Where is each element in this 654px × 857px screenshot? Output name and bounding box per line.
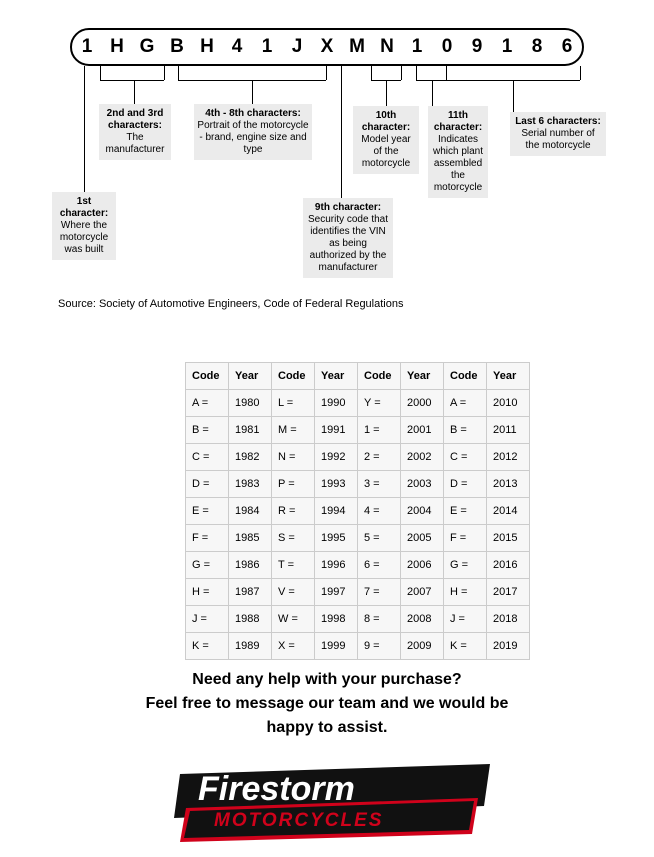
code-cell: F = [444, 525, 487, 552]
vin-character: N [380, 36, 394, 57]
year-cell: 1994 [315, 498, 358, 525]
connector-line [100, 66, 101, 80]
year-cell: 1998 [315, 606, 358, 633]
year-cell: 2018 [487, 606, 530, 633]
year-cell: 1995 [315, 525, 358, 552]
code-cell: V = [272, 579, 315, 606]
code-cell: E = [186, 498, 229, 525]
callout-fourth-eighth-characters [194, 104, 312, 160]
code-cell: 3 = [358, 471, 401, 498]
year-cell: 2014 [487, 498, 530, 525]
year-cell: 2016 [487, 552, 530, 579]
help-line-1: Need any help with your purchase? [192, 671, 462, 688]
code-cell: C = [186, 444, 229, 471]
year-cell: 1996 [315, 552, 358, 579]
year-cell: 1990 [315, 390, 358, 417]
year-cell: 2000 [401, 390, 444, 417]
year-cell: 1993 [315, 471, 358, 498]
code-cell: T = [272, 552, 315, 579]
code-cell: A = [186, 390, 229, 417]
code-cell: B = [444, 417, 487, 444]
callout-title: 4th - 8th characters: [205, 108, 301, 119]
vin-character: B [170, 36, 184, 57]
callout-title: 1st character: [59, 196, 109, 219]
code-cell: G = [186, 552, 229, 579]
help-line-2: Feel free to message our team and we would be [145, 695, 509, 712]
connector-line [326, 66, 327, 80]
year-cell: 2009 [401, 633, 444, 660]
year-cell: 1980 [229, 390, 272, 417]
callout-title: 9th character: [314, 202, 382, 213]
code-cell: 9 = [358, 633, 401, 660]
year-cell: 1991 [315, 417, 358, 444]
code-cell: G = [444, 552, 487, 579]
callout-body: Indicates which plant assembled the motorcycle [432, 134, 484, 193]
table-row [186, 606, 530, 633]
connector-line [513, 80, 514, 112]
vin-number-bar [70, 28, 584, 66]
code-cell: H = [186, 579, 229, 606]
vin-character: J [291, 36, 303, 57]
callout-title: 2nd and 3rd characters: [106, 108, 164, 131]
connector-line [84, 80, 85, 192]
help-line-3: happy to assist. [266, 719, 388, 736]
code-cell: B = [186, 417, 229, 444]
code-cell: E = [444, 498, 487, 525]
column-header: Year [315, 363, 358, 390]
connector-line [252, 80, 253, 104]
year-cell: 1987 [229, 579, 272, 606]
connector-line [164, 66, 165, 80]
year-cell: 1985 [229, 525, 272, 552]
vin-character: H [200, 36, 214, 57]
year-cell: 2004 [401, 498, 444, 525]
code-cell: W = [272, 606, 315, 633]
connector-line [178, 66, 179, 80]
table-row [186, 579, 530, 606]
callout-first-character [52, 192, 116, 260]
vin-character: 1 [81, 36, 93, 57]
vin-character: 1 [411, 36, 423, 57]
column-header: Year [487, 363, 530, 390]
source-note: Source: Society of Automotive Engineers, Code of Federal Regulations [58, 298, 404, 310]
code-cell: 8 = [358, 606, 401, 633]
code-cell: 6 = [358, 552, 401, 579]
connector-line [416, 80, 446, 81]
vin-character: 6 [561, 36, 573, 57]
vin-character: 0 [441, 36, 453, 57]
code-cell: K = [186, 633, 229, 660]
callout-body: Portrait of the motorcycle - brand, engine size and type [197, 120, 309, 155]
connector-line [446, 66, 447, 80]
callout-body: The manufacturer [105, 132, 165, 155]
year-cell: 2013 [487, 471, 530, 498]
vin-character: 1 [261, 36, 273, 57]
code-cell: D = [186, 471, 229, 498]
column-header: Year [229, 363, 272, 390]
code-cell: R = [272, 498, 315, 525]
year-cell: 2001 [401, 417, 444, 444]
table-row [186, 633, 530, 660]
table-row [186, 390, 530, 417]
year-cell: 2012 [487, 444, 530, 471]
model-year-code-table [185, 362, 530, 660]
year-cell: 2019 [487, 633, 530, 660]
callout-body: Security code that identifies the VIN as being authorized by the manufacturer [307, 214, 389, 273]
table-row [186, 525, 530, 552]
table-header-row [186, 363, 530, 390]
year-cell: 2015 [487, 525, 530, 552]
year-cell: 1983 [229, 471, 272, 498]
year-cell: 1981 [229, 417, 272, 444]
callout-body: Serial number of the motorcycle [521, 128, 595, 151]
year-cell: 1999 [315, 633, 358, 660]
column-header: Code [444, 363, 487, 390]
callout-tenth-character [353, 106, 419, 174]
year-cell: 2005 [401, 525, 444, 552]
callout-ninth-character [303, 198, 393, 278]
code-cell: A = [444, 390, 487, 417]
year-cell: 2007 [401, 579, 444, 606]
year-cell: 2008 [401, 606, 444, 633]
column-header: Code [186, 363, 229, 390]
column-header: Code [272, 363, 315, 390]
column-header: Code [358, 363, 401, 390]
vin-character: H [110, 36, 124, 57]
code-cell: J = [444, 606, 487, 633]
connector-line [401, 66, 402, 80]
code-cell: C = [444, 444, 487, 471]
vin-character: 8 [531, 36, 543, 57]
callout-title: Last 6 characters: [515, 116, 601, 127]
code-cell: 4 = [358, 498, 401, 525]
table-row [186, 471, 530, 498]
table-row [186, 417, 530, 444]
connector-line [134, 80, 135, 104]
code-cell: D = [444, 471, 487, 498]
table-row [186, 552, 530, 579]
code-cell: X = [272, 633, 315, 660]
year-cell: 1997 [315, 579, 358, 606]
firestorm-motorcycles-logo [172, 762, 492, 844]
year-cell: 2003 [401, 471, 444, 498]
year-cell: 2002 [401, 444, 444, 471]
table-row [186, 498, 530, 525]
code-cell: H = [444, 579, 487, 606]
code-cell: 5 = [358, 525, 401, 552]
connector-line [416, 66, 417, 80]
year-cell: 2017 [487, 579, 530, 606]
connector-line [84, 66, 85, 80]
year-cell: 2010 [487, 390, 530, 417]
vin-character: M [349, 36, 365, 57]
year-cell: 1992 [315, 444, 358, 471]
year-cell: 1988 [229, 606, 272, 633]
callout-title: 11th character: [433, 110, 483, 133]
column-header: Year [401, 363, 444, 390]
code-cell: M = [272, 417, 315, 444]
vin-character: 1 [501, 36, 513, 57]
connector-line [432, 80, 433, 106]
code-cell: Y = [358, 390, 401, 417]
year-cell: 1986 [229, 552, 272, 579]
callout-body: Where the motorcycle was built [59, 220, 109, 255]
code-cell: 7 = [358, 579, 401, 606]
code-cell: F = [186, 525, 229, 552]
year-cell: 1984 [229, 498, 272, 525]
help-message [0, 668, 654, 740]
logo-primary-text: Firestorm [198, 770, 355, 808]
callout-last-six-characters [510, 112, 606, 156]
code-cell: J = [186, 606, 229, 633]
code-cell: 2 = [358, 444, 401, 471]
code-cell: 1 = [358, 417, 401, 444]
connector-line [371, 66, 372, 80]
connector-line [580, 66, 581, 80]
connector-line [341, 80, 342, 198]
vin-character: 9 [471, 36, 483, 57]
callout-eleventh-character [428, 106, 488, 198]
callout-body: Model year of the motorcycle [361, 134, 411, 169]
vin-character: G [139, 36, 155, 57]
callout-second-third-characters [99, 104, 171, 160]
logo-secondary-text: MOTORCYCLES [214, 810, 384, 831]
year-cell: 1989 [229, 633, 272, 660]
code-cell: P = [272, 471, 315, 498]
table-row [186, 444, 530, 471]
code-cell: S = [272, 525, 315, 552]
code-cell: K = [444, 633, 487, 660]
year-cell: 2011 [487, 417, 530, 444]
year-cell: 2006 [401, 552, 444, 579]
callout-title: 10th character: [361, 110, 411, 133]
connector-line [386, 80, 387, 106]
connector-line [100, 80, 164, 81]
connector-line [341, 66, 342, 80]
vin-character: 4 [231, 36, 243, 57]
vin-character: X [320, 36, 334, 57]
code-cell: L = [272, 390, 315, 417]
year-cell: 1982 [229, 444, 272, 471]
code-cell: N = [272, 444, 315, 471]
